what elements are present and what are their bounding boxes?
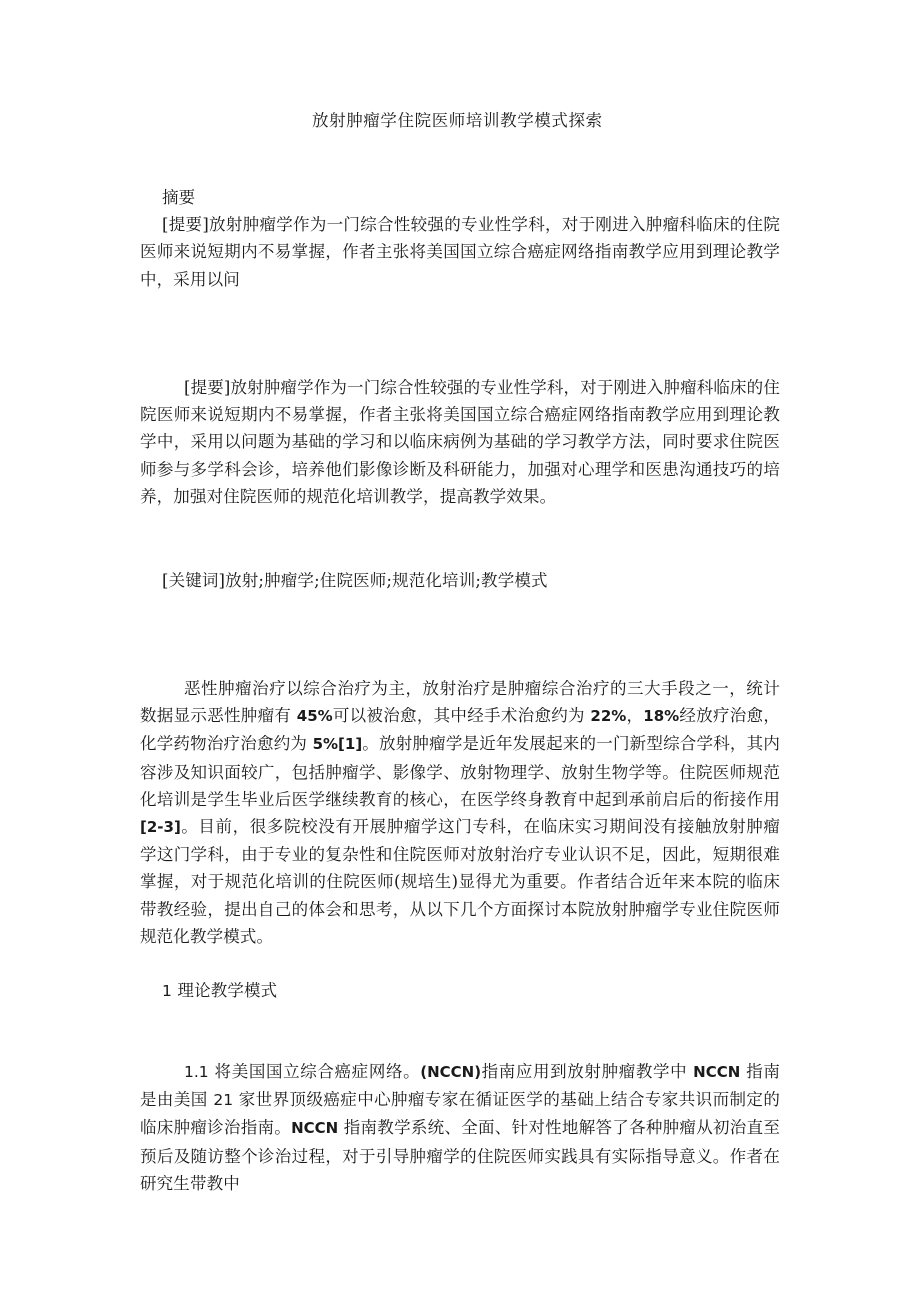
introduction-block <box>140 675 780 950</box>
keywords-block <box>140 567 780 594</box>
abstract-teaser: [提要]放射肿瘤学作为一门综合性较强的专业性学科，对于刚进入肿瘤科临床的住院医师来说短期内不易掌握，作者主张将美国国立综合癌症网络指南教学应用到理论教学中，采用以问 <box>140 215 780 289</box>
intro-text-c: ， <box>626 706 644 726</box>
page-title: 放射肿瘤学住院医师培训教学模式探索 <box>312 111 603 130</box>
stat-chemo-cure-rate: 5% <box>312 735 339 754</box>
keywords-line: [关键词]放射;肿瘤学;住院医师;规范化培训;教学模式 <box>162 571 548 590</box>
stat-radiation-cure-rate: 18% <box>643 707 680 726</box>
section-1-number: 1 <box>162 982 173 1000</box>
subsection-text-a: 将美国国立综合癌症网络。 <box>214 1062 421 1081</box>
subsection-1-1-number: 1.1 <box>184 1063 209 1081</box>
section-1-title: 理论教学模式 <box>177 981 278 1000</box>
citation-reference-2-3: [2-3] <box>140 818 181 837</box>
subsection-1-1-paragraph <box>140 1058 780 1197</box>
citation-reference-1: [1] <box>338 735 363 754</box>
acronym-nccn-second: NCCN <box>693 1063 741 1081</box>
count-cancer-centers: 21 <box>213 1091 234 1110</box>
stat-surgery-cure-rate: 22% <box>590 707 627 726</box>
intro-text-f: 。目前，很多院校没有开展肿瘤学这门专科，在临床实习期间没有接触放射肿瘤学这门学科，由于专业的复杂性和住院医师对放射治疗专业认识不足，因此，短期很难掌握，对于规范化培训的住院医师(规培生)显得尤为重要。作者结合近年来本院的临床带教经验，提出自己的体会和思考，从以下几个方面探讨本院放射肿瘤学专业住院医师规范化教学模式。 <box>140 817 780 946</box>
abstract-label: 摘要 <box>162 188 196 207</box>
section-1-heading <box>140 977 780 1005</box>
introduction-paragraph <box>140 675 780 950</box>
abstract-header-block <box>140 184 780 293</box>
subsection-text-b: 指南应用到放射肿瘤教学中 <box>481 1062 694 1081</box>
subsection-text-c: 指南是由美国 <box>140 1062 780 1110</box>
subsection-1-1-block <box>140 1058 780 1197</box>
abstract-full-text: [提要]放射肿瘤学作为一门综合性较强的专业性学科，对于刚进入肿瘤科临床的住院医师来说短期内不易掌握，作者主张将美国国立综合癌症网络指南教学应用到理论教学中，采用以问题为基础的学习和以临床病例为基础的学习教学方法，同时要求住院医师参与多学科会诊，培养他们影像诊断及科研能力，加强对心理学和医患沟通技巧的培养，加强对住院医师的规范化培训教学，提高教学效果。 <box>140 378 780 506</box>
subsection-text-d: 家世界顶级癌症中心肿瘤专家在循证医学的基础上结合专家共识而制定的临床肿瘤诊治指南。 <box>140 1090 780 1138</box>
subsection-text-e: 指南教学系统、全面、针对性地解答了各种肿瘤从初治直至预后及随访整个诊治过程，对于引导肿瘤学的住院医师实践具有实际指导意义。作者在研究生带教中 <box>140 1118 781 1193</box>
acronym-nccn-third: NCCN <box>291 1119 339 1138</box>
intro-text-d: 经放疗治愈，化学药物治疗治愈约为 <box>140 706 780 754</box>
section-1-heading-block <box>140 977 780 1005</box>
intro-text-e: 。放射肿瘤学是近年发展起来的一门新型综合学科，其内容涉及知识面较广，包括肿瘤学、影像学、放射物理学、放射生物学等。住院医师规范化培训是学生毕业后医学继续教育的核心，在医学终身教育中起到承前启后的衔接作用 <box>140 734 780 809</box>
abstract-body-block <box>140 374 780 510</box>
intro-text-b: 可以被治愈，其中经手术治愈约为 <box>332 706 591 726</box>
acronym-nccn-parenthetical: (NCCN) <box>420 1063 482 1081</box>
stat-total-cure-rate: 45% <box>296 707 333 726</box>
intro-text-a: 恶性肿瘤治疗以综合治疗为主，放射治疗是肿瘤综合治疗的三大手段之一，统计数据显示恶性肿瘤有 <box>140 679 780 726</box>
